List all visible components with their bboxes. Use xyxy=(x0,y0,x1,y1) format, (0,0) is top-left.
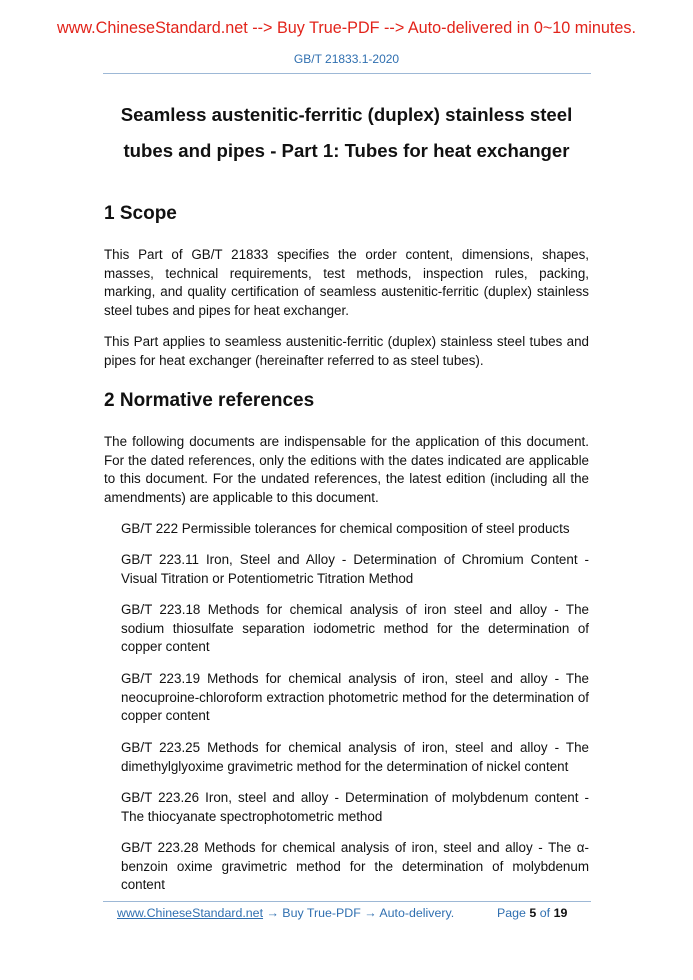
page-total: 19 xyxy=(553,906,568,920)
footer-rule xyxy=(103,901,591,902)
page-current: 5 xyxy=(529,906,537,920)
reference-item: GB/T 223.26 Iron, steel and alloy - Determination of molybdenum content - The thiocyanate spectrophotometric method xyxy=(121,790,589,824)
heading-scope: 1 Scope xyxy=(104,203,177,224)
footer-promo-text: → Buy True-PDF → Auto-delivery. xyxy=(263,906,455,920)
reference-item: GB/T 223.18 Methods for chemical analysis of iron steel and alloy - The sodium thiosulfate separation iodometric method for the determination of copper content xyxy=(121,602,589,655)
normative-intro: The following documents are indispensable for the application of this document. For the dated references, only the editions with the dates indicated are applicable to this document. For the undated references, the latest edition (including all the amendments) are applicable to this document. xyxy=(104,434,589,505)
reference-item: GB/T 223.25 Methods for chemical analysis of iron, steel and alloy - The dimethylglyoxime gravimetric method for the determination of nickel content xyxy=(121,740,589,774)
title-line-2: tubes and pipes - Part 1: Tubes for heat exchanger xyxy=(123,140,570,161)
footer-promo xyxy=(117,906,454,920)
page-label: Page xyxy=(497,906,526,920)
banner[interactable]: www.ChineseStandard.net --> Buy True-PDF --> Auto-delivered in 0~10 minutes. xyxy=(57,19,636,37)
reference-item: GB/T 223.11 Iron, Steel and Alloy - Determination of Chromium Content - Visual Titration or Potentiometric Titration Method xyxy=(121,552,589,586)
scope-paragraph-2: This Part applies to seamless austenitic-ferritic (duplex) stainless steel tubes and pipes for heat exchanger (hereinafter referred to as steel tubes). xyxy=(104,334,589,368)
scope-paragraph-1: This Part of GB/T 21833 specifies the order content, dimensions, shapes, masses, technical requirements, test methods, inspection rules, packing, marking, and quality certification of seamless austenitic-ferritic (duplex) stainless steel tubes and pipes for heat exchanger. xyxy=(104,247,589,318)
page-of: of xyxy=(539,906,551,920)
standard-number: GB/T 21833.1-2020 xyxy=(293,52,400,66)
reference-item: GB/T 223.19 Methods for chemical analysis of iron, steel and alloy - The neocuproine-chloroform extraction photometric method for the determination of copper content xyxy=(121,671,589,724)
heading-normative-references: 2 Normative references xyxy=(104,390,315,411)
reference-item: GB/T 222 Permissible tolerances for chemical composition of steel products xyxy=(121,521,570,536)
reference-item: GB/T 223.28 Methods for chemical analysis of iron, steel and alloy - The α-benzoin oxime gravimetric method for the determination of molybdenum content xyxy=(121,840,589,893)
title-line-1: Seamless austenitic-ferritic (duplex) stainless steel xyxy=(120,104,573,125)
page-indicator xyxy=(497,906,567,920)
footer-link[interactable]: www.ChineseStandard.net xyxy=(117,906,264,920)
header-rule xyxy=(103,73,591,74)
